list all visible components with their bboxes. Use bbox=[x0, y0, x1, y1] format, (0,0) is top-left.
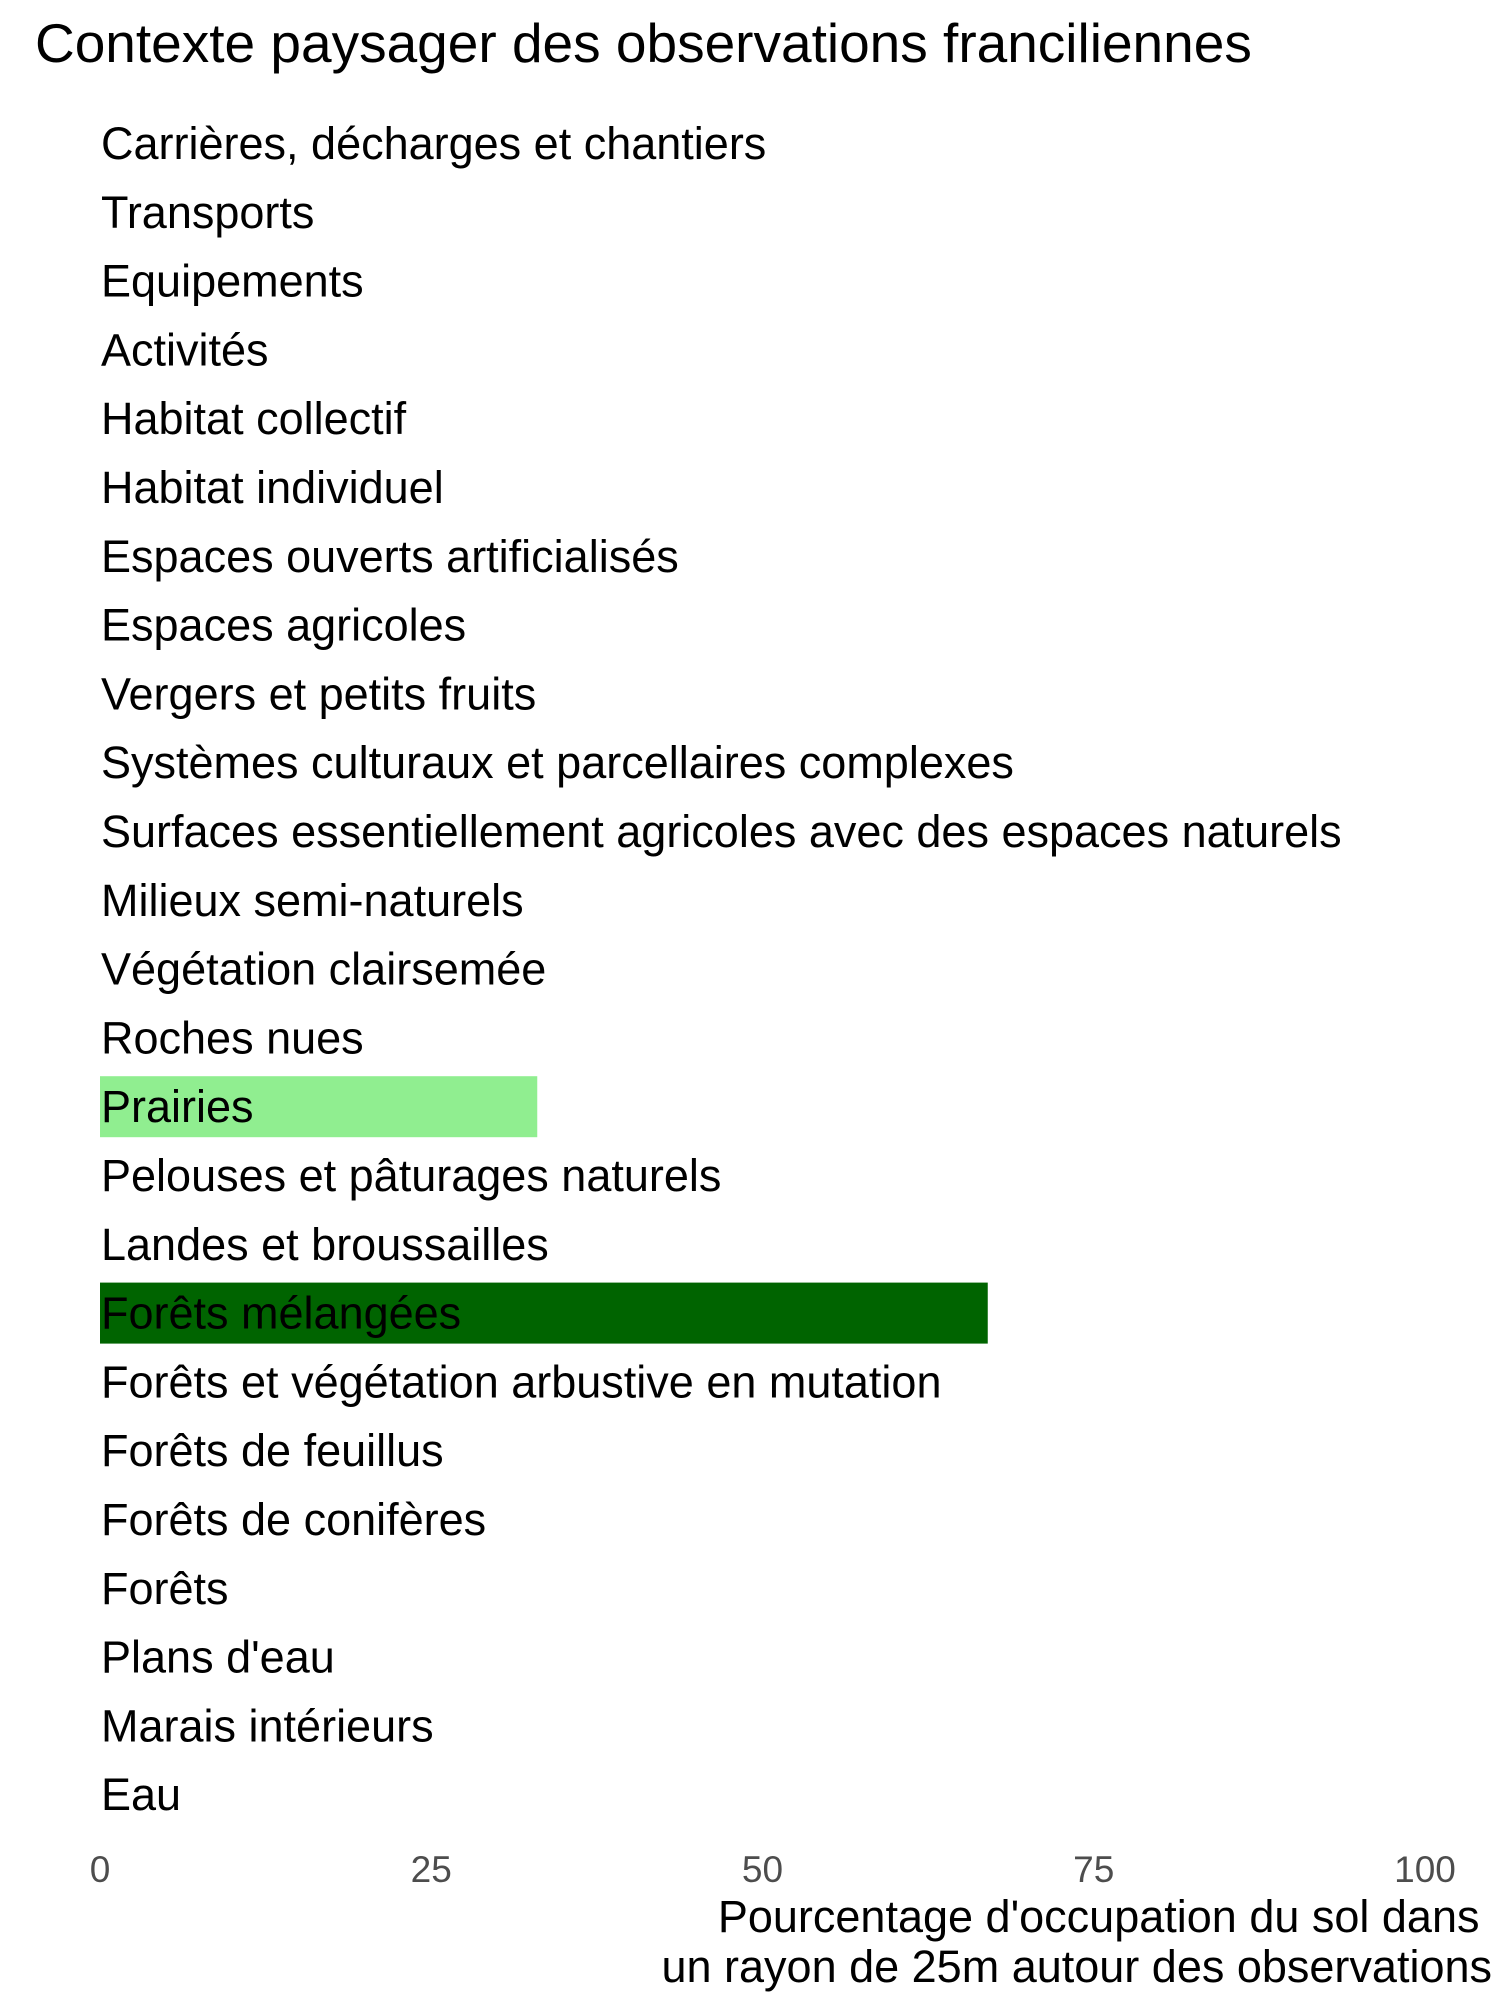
chart-title: Contexte paysager des observations franciliennes bbox=[35, 12, 1252, 74]
x-axis-title-line-2: un rayon de 25m autour des observations bbox=[661, 1941, 1492, 1992]
category-label-landes-et-broussailles: Landes et broussailles bbox=[101, 1218, 549, 1270]
x-axis-title bbox=[661, 1891, 1492, 1992]
category-label-prairies: Prairies bbox=[101, 1081, 254, 1133]
category-label-systemes-culturaux-et-parcellaires-complexes: Systèmes culturaux et parcellaires complexes bbox=[101, 737, 1014, 789]
category-label-marais-interieurs: Marais intérieurs bbox=[101, 1700, 434, 1752]
x-tick-label-50: 50 bbox=[741, 1849, 784, 1890]
category-label-forets-de-coniferes: Forêts de conifères bbox=[101, 1494, 487, 1545]
category-label-forets: Forêts bbox=[101, 1562, 229, 1614]
category-label-equipements: Equipements bbox=[101, 255, 364, 307]
x-axis-title-line-1: Pourcentage d'occupation du sol dans bbox=[717, 1891, 1480, 1942]
category-label-pelouses-et-paturages-naturels: Pelouses et pâturages naturels bbox=[101, 1150, 722, 1201]
category-label-habitat-individuel: Habitat individuel bbox=[101, 462, 444, 513]
x-tick-label-100: 100 bbox=[1394, 1849, 1456, 1890]
category-label-vergers-et-petits-fruits: Vergers et petits fruits bbox=[101, 668, 537, 720]
category-label-espaces-ouverts-artificialises: Espaces ouverts artificialisés bbox=[101, 530, 679, 582]
x-tick-label-25: 25 bbox=[410, 1849, 452, 1890]
category-label-eau: Eau bbox=[101, 1769, 182, 1821]
x-tick-label-75: 75 bbox=[1073, 1849, 1115, 1890]
category-label-carrieres-decharges-et-chantiers: Carrières, décharges et chantiers bbox=[101, 118, 767, 169]
category-label-vegetation-clairsemee: Végétation clairsemée bbox=[101, 943, 547, 995]
category-labels bbox=[101, 118, 1342, 1820]
category-label-activites: Activités bbox=[101, 324, 269, 376]
x-axis-ticks bbox=[90, 1849, 1456, 1890]
x-tick-label-0: 0 bbox=[89, 1849, 111, 1890]
category-label-milieux-semi-naturels: Milieux semi-naturels bbox=[101, 874, 524, 926]
category-label-surfaces-essentiellement-agricoles-avec-des-espaces-naturels: Surfaces essentiellement agricoles avec des espaces naturels bbox=[101, 806, 1342, 857]
category-label-forets-de-feuillus: Forêts de feuillus bbox=[101, 1425, 444, 1477]
category-label-transports: Transports bbox=[101, 186, 315, 238]
category-label-roches-nues: Roches nues bbox=[101, 1012, 364, 1064]
category-label-espaces-agricoles: Espaces agricoles bbox=[101, 599, 467, 651]
category-label-plans-d-eau: Plans d'eau bbox=[101, 1631, 335, 1683]
category-label-forets-et-vegetation-arbustive-en-mutation: Forêts et végétation arbustive en mutation bbox=[101, 1356, 942, 1408]
category-label-forets-melangees: Forêts mélangées bbox=[101, 1287, 462, 1339]
category-label-habitat-collectif: Habitat collectif bbox=[101, 393, 407, 445]
